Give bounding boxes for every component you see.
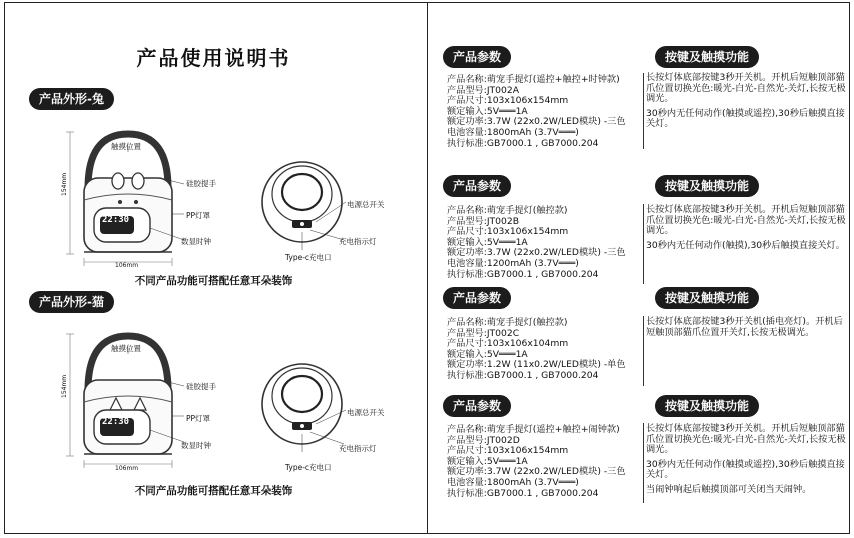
- func-list-b: [646, 205, 846, 255]
- cat-touch-label: 触摸位置: [111, 344, 141, 353]
- cat-indicator-label: 充电指示灯: [339, 444, 377, 453]
- center-divider: [427, 2, 428, 534]
- rabbit-handle-label: 硅胶提手: [186, 179, 216, 188]
- spec-line: 额定输入:5V═══1A: [447, 348, 528, 360]
- func-line: 30秒内无任何动作(触摸),30秒后触摸直接关灯。: [646, 239, 845, 251]
- spec-line: 产品尺寸:103x106x104mm: [447, 338, 569, 350]
- rabbit-indicator-label: 充电指示灯: [339, 237, 377, 246]
- spec-line: 产品名称:萌宠手提灯(触控款): [447, 317, 568, 328]
- cat-height-dim: 154mm: [61, 374, 68, 398]
- spec-heading-d: 产品参数: [443, 395, 511, 417]
- func-line: 30秒内无任何动作(触摸或遥控),30秒后触摸直接关灯。: [646, 458, 845, 481]
- rabbit-lamp-bottom-illustration: [258, 150, 348, 250]
- func-heading-d: 按键及触摸功能: [655, 395, 759, 417]
- cat-lamp-bottom-illustration: [258, 352, 348, 452]
- spec-line: 执行标准:GB7000.1 , GB7000.204: [447, 487, 599, 499]
- cat-switch-label: 电源总开关: [347, 408, 385, 417]
- cat-width-dim: 106mm: [115, 465, 139, 472]
- spec-line: 额定输入:5V═══1A: [447, 105, 528, 117]
- spec-line: 产品名称:萌宠手提灯(触控款): [447, 205, 568, 216]
- section-c-divider: [643, 316, 644, 386]
- spec-heading-c: 产品参数: [443, 287, 511, 309]
- section-b-divider: [643, 204, 644, 284]
- ear-note-bottom: 不同产品功能可搭配任意耳朵装饰: [134, 485, 293, 497]
- func-line: 长按灯体底部按键3秒开关机。开机后短触顶部猫爪位置切换光色:暖光-白光-自然光-关灯,长按无极调光。: [646, 423, 846, 456]
- spec-line: 电池容量:1200mAh (3.7V═══): [447, 257, 579, 269]
- rabbit-touch-label: 触摸位置: [111, 142, 141, 151]
- rabbit-shade-label: PP灯罩: [186, 211, 211, 220]
- func-line: 长按灯体底部按键3秒开关机。开机后短触顶部猫爪位置切换光色:暖光-白光-自然光-关灯,长按无极调光。: [646, 72, 846, 105]
- func-heading-a: 按键及触摸功能: [655, 46, 759, 68]
- section-d-divider: [643, 423, 644, 503]
- spec-line: 额定功率:3.7W (22x0.2W/LED模块) -三色: [447, 116, 626, 128]
- cat-shade-label: PP灯罩: [186, 414, 211, 423]
- spec-line: 额定功率:3.7W (22x0.2W/LED模块) -三色: [447, 247, 626, 259]
- rabbit-clock-label: 数显时钟: [181, 237, 211, 246]
- spec-line: 产品型号:JT002D: [447, 434, 520, 446]
- spec-list-c: [447, 318, 647, 382]
- page-title: 产品使用说明书: [136, 46, 291, 70]
- rabbit-width-dim: 106mm: [115, 262, 139, 269]
- func-list-a: [646, 73, 846, 134]
- spec-list-a: [447, 75, 647, 149]
- spec-line: 额定功率:1.2W (11x0.2W/LED模块) -单色: [447, 359, 626, 371]
- spec-line: 执行标准:GB7000.1 , GB7000.204: [447, 268, 599, 280]
- spec-list-d: [447, 425, 647, 499]
- func-heading-b: 按键及触摸功能: [655, 175, 759, 197]
- func-list-d: [646, 424, 846, 500]
- section-a-divider: [643, 73, 644, 149]
- spec-line: 执行标准:GB7000.1 , GB7000.204: [447, 137, 599, 149]
- rabbit-height-dim: 154mm: [61, 172, 68, 196]
- func-line: 长按灯体底部按键3秒开关机。开机后短触顶部猫爪位置切换光色:暖光-白光-自然光-关灯,长按无极调光。: [646, 204, 846, 237]
- spec-line: 额定输入:5V═══1A: [447, 455, 528, 467]
- rabbit-port-label: Type-c充电口: [285, 253, 332, 262]
- rabbit-switch-label: 电源总开关: [347, 200, 385, 209]
- spec-list-b: [447, 206, 647, 280]
- cat-handle-label: 硅胶提手: [186, 382, 216, 391]
- func-line: 当闹钟响起后触摸顶部可关闭当天闹钟。: [646, 483, 812, 495]
- spec-line: 电池容量:1800mAh (3.7V═══): [447, 476, 579, 488]
- spec-heading-b: 产品参数: [443, 175, 511, 197]
- spec-line: 产品型号:JT002B: [447, 215, 520, 227]
- spec-heading-a: 产品参数: [443, 46, 511, 68]
- spec-line: 产品型号:JT002C: [447, 327, 520, 339]
- cat-port-label: Type-c充电口: [285, 463, 332, 472]
- spec-line: 产品尺寸:103x106x154mm: [447, 226, 569, 238]
- cat-clock-digits: 22:30: [102, 417, 130, 427]
- rabbit-heading: 产品外形-兔: [29, 88, 114, 110]
- spec-line: 额定输入:5V═══1A: [447, 236, 528, 248]
- spec-line: 额定功率:3.7W (22x0.2W/LED模块) -三色: [447, 466, 626, 478]
- cat-clock-label: 数显时钟: [181, 441, 211, 450]
- spec-line: 产品名称:萌宠手提灯(遥控+触控+闹钟款): [447, 424, 620, 435]
- func-list-c: [646, 317, 846, 342]
- spec-line: 产品尺寸:103x106x154mm: [447, 95, 569, 107]
- func-line: 长按灯体底部按键3秒开关机(插电亮灯)。开机后短触顶部猫爪位置开关灯,长按无极调光。: [646, 316, 843, 338]
- func-line: 30秒内无任何动作(触摸或遥控),30秒后触摸直接关灯。: [646, 107, 845, 130]
- spec-line: 产品型号:JT002A: [447, 84, 519, 96]
- cat-heading: 产品外形-猫: [29, 291, 114, 313]
- func-heading-c: 按键及触摸功能: [655, 287, 759, 309]
- spec-line: 产品名称:萌宠手提灯(遥控+触控+时钟款): [447, 74, 620, 85]
- spec-line: 执行标准:GB7000.1 , GB7000.204: [447, 369, 599, 381]
- ear-note-top: 不同产品功能可搭配任意耳朵装饰: [134, 275, 293, 287]
- spec-line: 产品尺寸:103x106x154mm: [447, 445, 569, 457]
- spec-line: 电池容量:1800mAh (3.7V═══): [447, 126, 579, 138]
- rabbit-clock-digits: 22:30: [102, 215, 130, 225]
